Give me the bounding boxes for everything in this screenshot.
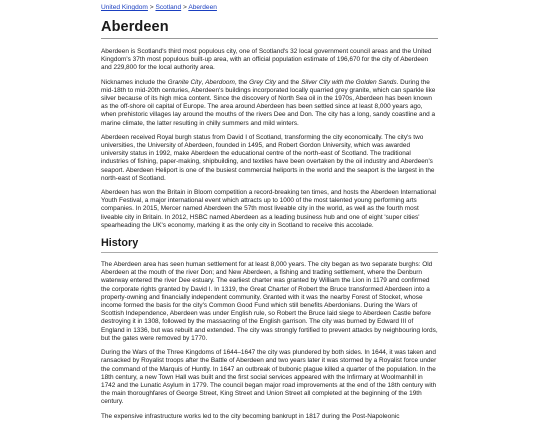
- history-divider: [101, 252, 438, 253]
- nicknames-rest: . During the mid-18th to mid-20th centuries, Aberdeen's buildings incorporated locally quarried grey granite, which can sparkle like silver because of its high mica content. Since the discovery of North Sea oil in the 1970s, Aberdeen has been known as the off-shore oil capital of Europe. The area around Aberdeen has been settled since at least 8,000 years ago, when prehistoric villages lay around the mouths of the rivers Dee and Don. The city has a long, sandy coastline and a marine climate, the latter resulting in chilly summers and mild winters.: [101, 78, 436, 127]
- nickname-grey-city: Grey City: [249, 78, 276, 86]
- title-divider: [101, 38, 438, 39]
- history-paragraph-1: The Aberdeen area has seen human settlement for at least 8,000 years. The city began as two separate burghs: Old Aberdeen at the mouth of the river Don; and New Aberdeen, a fishing and trading settlement, where the Denburn waterway entered the river Dee estuary. The earliest charter was granted by William the Lion in 1179 and confirmed the corporate rights granted by David I. In 1319, the Great Charter of Robert the Bruce transformed Aberdeen into a property-owning and financially independent community. Granted with it was the nearby Forest of Stocket, whose income formed the basis for the city's Common Good Fund which still benefits Aberdonians. During the Wars of Scottish Independence, Aberdeen was under English rule, so Robert the Bruce laid siege to Aberdeen Castle before destroying it in 1308, followed by the massacring of the English garrison. The city was burned by Edward III of England in 1336, but was rebuilt and extended. The city was strongly fortified to prevent attacks by neighbouring lords, but the gates were removed by 1770.: [101, 261, 438, 342]
- breadcrumb-link-scotland[interactable]: Scotland: [155, 4, 182, 11]
- breadcrumb-separator: >: [182, 4, 187, 11]
- nicknames-lead: Nicknames include the: [101, 78, 168, 86]
- intro-paragraph-4: Aberdeen has won the Britain in Bloom competition a record-breaking ten times, and hosts the Aberdeen International Youth Festival, a major international event which attracts up to 1000 of the most talented young performing arts companies. In 2015, Mercer named Aberdeen the 57th most liveable city in the world, as well as the fourth most liveable city in Britain. In 2012, HSBC named Aberdeen as a leading business hub and one of eight 'super cities' spearheading the UK's economy, marking it as the only city in Scotland to receive this accolade.: [101, 189, 436, 229]
- intro-paragraph-2: [101, 79, 438, 128]
- history-paragraph-2: During the Wars of the Three Kingdoms of 1644–1647 the city was plundered by both sides. In 1644, it was taken and ransacked by Royalist troops after the Battle of Aberdeen and two years later it was stormed by a Royalist force under the command of the Marquis of Huntly. In 1647 an outbreak of bubonic plague killed a quarter of the population. In the 18th century, a new Town Hall was built and the first social services appeared with the Infirmary at Woolmanhill in 1742 and the Lunatic Asylum in 1779. The council began major road improvements at the end of the 18th century with the main thoroughfares of George Street, King Street and Union Street all completed at the beginning of the 19th century.: [101, 349, 437, 406]
- breadcrumb: [101, 3, 539, 12]
- nicknames-sep: ,: [201, 78, 206, 86]
- breadcrumb-link-aberdeen[interactable]: Aberdeen: [188, 4, 217, 11]
- article: [101, 0, 539, 421]
- intro-paragraph-1: Aberdeen is Scotland's third most populous city, one of Scotland's 32 local government council areas and the United Kingdom's 37th most populous built-up area, with an official population estimate of 196,670 for the city of Aberdeen and 229,800 for the local authority area.: [101, 48, 432, 72]
- intro-paragraph-3: Aberdeen received Royal burgh status from David I of Scotland, transforming the city economically. The city's two universities, the University of Aberdeen, founded in 1495, and Robert Gordon University, which was awarded university status in 1992, make Aberdeen the educational centre of the north-east of Scotland. The traditional industries of fishing, paper-making, shipbuilding, and textiles have been overtaken by the oil industry and Aberdeen's seaport. Aberdeen Heliport is one of the busiest commercial heliports in the world and the seaport is the largest in the north-east of Scotland.: [101, 133, 435, 182]
- nickname-aberdoom: Aberdoom: [205, 78, 235, 86]
- page-title: Aberdeen: [101, 19, 169, 35]
- history-heading: History: [101, 237, 139, 250]
- nickname-granite-city: Granite City: [167, 78, 202, 86]
- breadcrumb-separator: >: [149, 4, 154, 11]
- history-paragraph-3: The expensive infrastructure works led to the city becoming bankrupt in 1817 during the Post-Napoleonic: [101, 412, 400, 420]
- nicknames-sep: , the: [234, 78, 250, 86]
- nickname-silver-city: Silver City with the Golden Sands: [301, 78, 397, 86]
- breadcrumb-link-united-kingdom[interactable]: United Kingdom: [101, 4, 148, 11]
- nicknames-sep: and the: [276, 78, 302, 86]
